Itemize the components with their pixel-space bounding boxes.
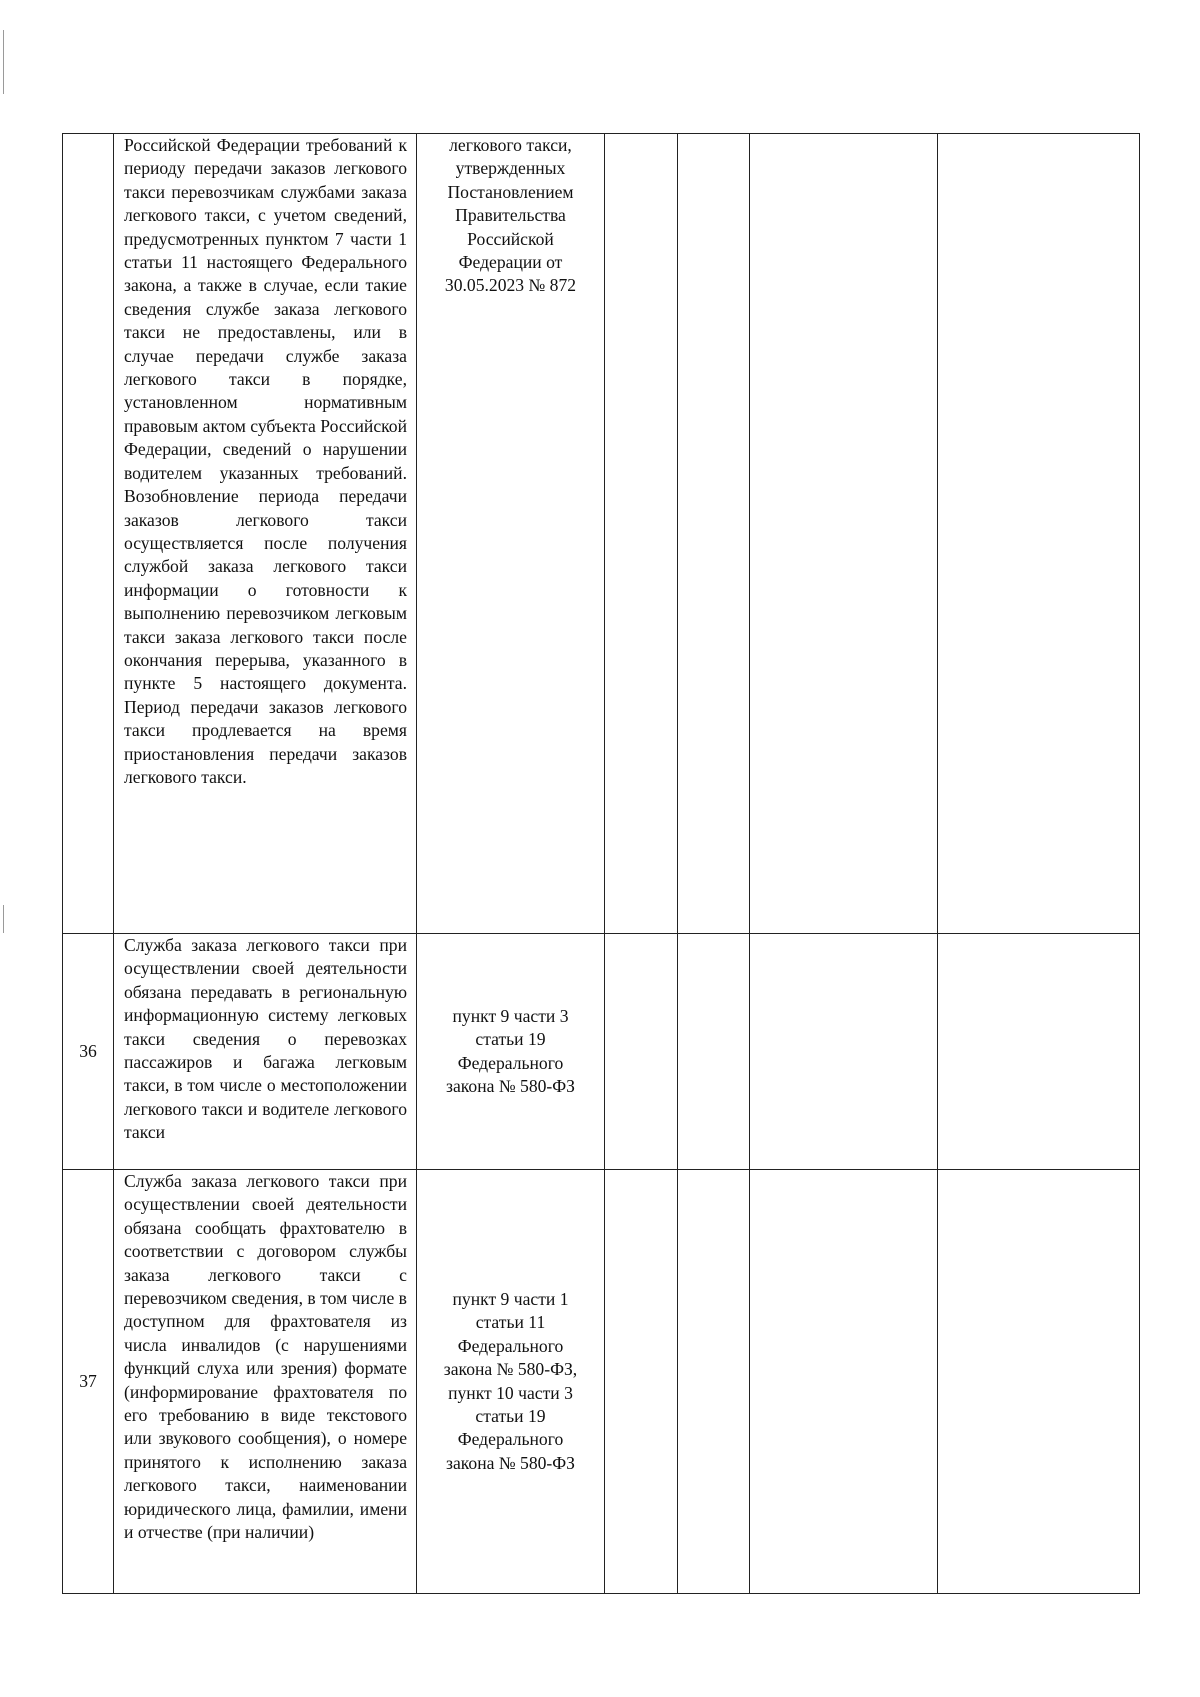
- requirement-text: Служба заказа легкового такси при осуществлении своей деятельности обязана сообщать фрахтователю в соответствии с договором службы заказа легкового такси с перевозчиком сведения, в том числе в доступном для фрахтователя из числа инвалидов (с нарушениями функций слуха или зрения) формате (информирование фрахтователя по его требованию в виде текстового или звукового сообщения), о номере принятого к исполнению заказа легкового такси, наименовании юридического лица, фамилии, имени и отчестве (при наличии): [124, 1171, 407, 1543]
- table-row: [63, 134, 1140, 934]
- legal-reference-line: Российской: [467, 228, 554, 249]
- legal-reference-line: Федерального: [457, 1335, 564, 1356]
- answer-not-applicable-cell: [750, 134, 938, 934]
- legal-reference-cell: [417, 134, 605, 934]
- requirement-cell: [114, 934, 417, 1170]
- legal-reference-cell: [417, 934, 605, 1170]
- requirement-text: Российской Федерации требований к периоду передачи заказов легкового такси перевозчикам службами заказа легкового такси, с учетом сведений, предусмотренных пунктом 7 части 1 статьи 11 настоящего Федерального закона, а также в случае, если такие сведения службе заказа легкового такси не предоставлены, или в случае передачи службе заказа легкового такси в порядке, установленном нормативным правовым актом субъекта Российской Федерации, сведений о нарушении водителем указанных требований. Возобновление периода передачи заказов легкового такси осуществляется после получения службой заказа легкового такси информации о готовности к выполнению перевозчиком легковым такси заказа легкового такси после окончания перерыва, указанного в пункте 5 настоящего документа. Период передачи заказов легкового такси продлевается на время приостановления передачи заказов легкового такси.: [124, 135, 407, 787]
- legal-reference-line: закона № 580-ФЗ: [446, 1075, 575, 1096]
- table-row: [63, 934, 1140, 1170]
- answer-no-cell: [678, 1170, 750, 1594]
- row-number-cell: [63, 134, 114, 934]
- legal-reference-line: Федерального: [457, 1052, 564, 1073]
- legal-reference-line: статьи 19: [475, 1405, 546, 1426]
- note-cell: [938, 934, 1140, 1170]
- answer-no-cell: [678, 134, 750, 934]
- legal-reference-cell: [417, 1170, 605, 1594]
- requirement-text: Служба заказа легкового такси при осуществлении своей деятельности обязана передавать в региональную информационную систему легковых такси сведения о перевозках пассажиров и багажа легковым такси, в том числе о местоположении легкового такси и водителе легкового такси: [124, 935, 407, 1143]
- legal-reference-line: легкового такси,: [449, 135, 572, 155]
- legal-reference-line: статьи 19: [475, 1029, 546, 1050]
- legal-reference-line: закона № 580-ФЗ: [446, 1452, 575, 1473]
- scan-edge-mark: [3, 905, 4, 933]
- answer-yes-cell: [605, 934, 678, 1170]
- row-number-cell: [63, 1170, 114, 1594]
- legal-reference-line: Федерации от: [458, 252, 563, 273]
- legal-reference-line: пункт 10 части 3: [448, 1382, 573, 1403]
- legal-reference-line: пункт 9 части 3: [452, 1005, 569, 1026]
- answer-not-applicable-cell: [750, 934, 938, 1170]
- legal-reference-line: Правительства: [455, 205, 566, 226]
- checklist-table: [62, 133, 1140, 1594]
- note-cell: [938, 1170, 1140, 1594]
- answer-not-applicable-cell: [750, 1170, 938, 1594]
- note-cell: [938, 134, 1140, 934]
- legal-reference-line: Федерального: [457, 1429, 564, 1450]
- table-row: [63, 1170, 1140, 1594]
- row-number: 36: [79, 1040, 97, 1061]
- requirement-cell: [114, 134, 417, 934]
- scan-edge-mark: [3, 30, 4, 94]
- answer-no-cell: [678, 934, 750, 1170]
- legal-reference-line: закона № 580-ФЗ,: [443, 1359, 578, 1380]
- legal-reference-line: Постановлением: [447, 181, 574, 202]
- requirement-cell: [114, 1170, 417, 1594]
- legal-reference-line: статьи 11: [475, 1312, 546, 1333]
- answer-yes-cell: [605, 1170, 678, 1594]
- row-number-cell: [63, 934, 114, 1170]
- answer-yes-cell: [605, 134, 678, 934]
- row-number: 37: [79, 1370, 97, 1391]
- legal-reference-line: утвержденных: [455, 158, 566, 179]
- legal-reference-line: 30.05.2023 № 872: [444, 275, 577, 296]
- legal-reference-line: пункт 9 части 1: [452, 1288, 569, 1309]
